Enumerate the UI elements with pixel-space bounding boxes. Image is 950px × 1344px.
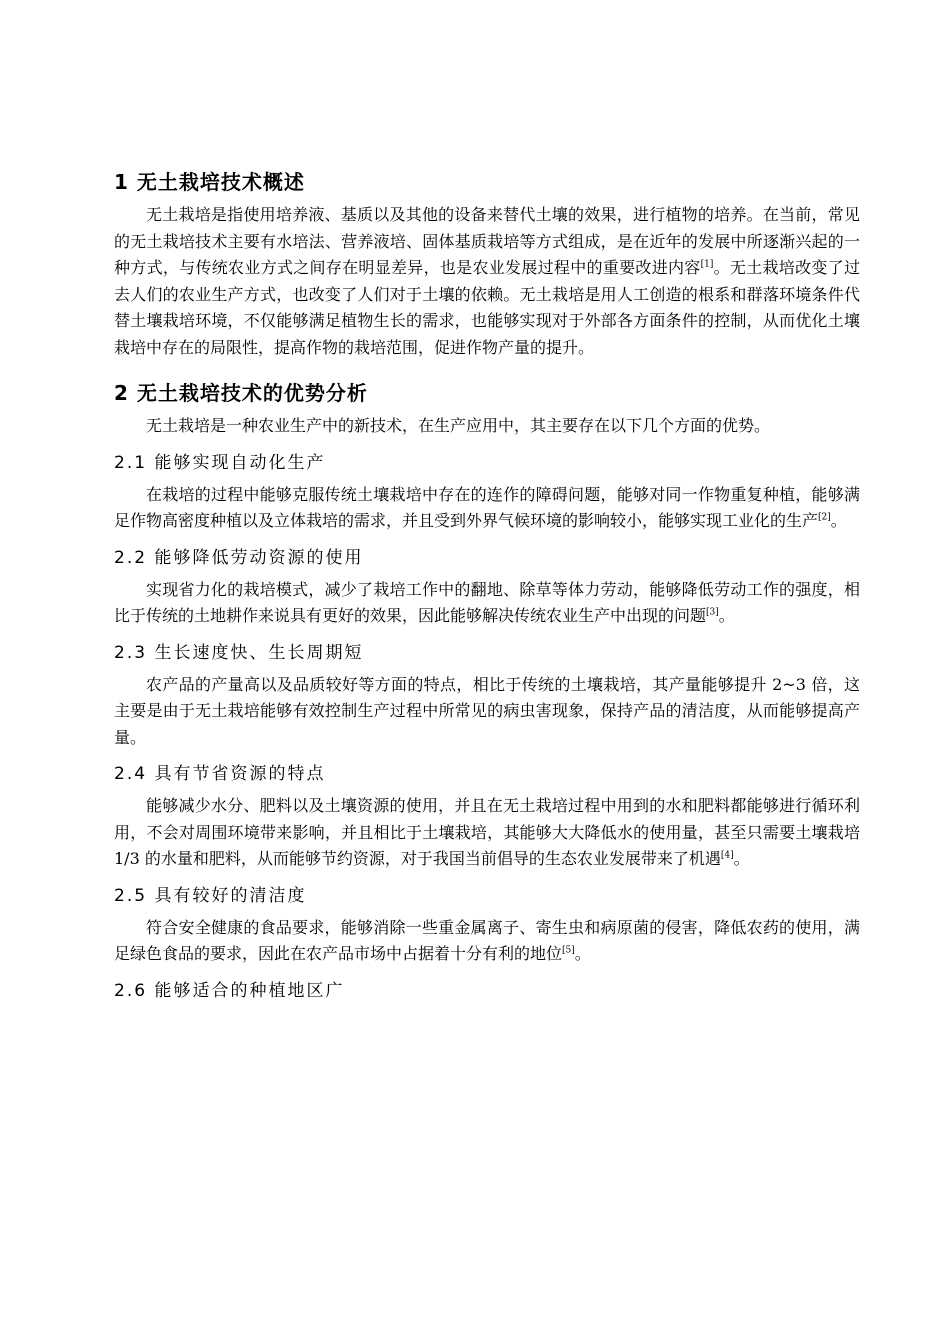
paragraph-text-cont: 。 (830, 511, 847, 530)
citation-2: [2] (818, 512, 831, 523)
subsection-2-1-heading: 2.1 能够实现自动化生产 (114, 452, 326, 473)
paragraph-text-cont: 。无土栽培改变了过去人们的农业生产方式，也改变了人们对于土壤的依赖。无土栽培是用人工创造的根系和群落环境条件代替土壤栽培环境，不仅能够满足植物生长的需求，也能够实现对于外部各方面条件的控制，从而优化土壤栽培中存在的局限性，提高作物的栽培范围，促进作物产量的提升。 (114, 258, 860, 357)
subsection-2-2-paragraph (114, 577, 860, 630)
subsection-2-1-paragraph (114, 482, 860, 535)
subsection-2-4-heading: 2.4 具有节省资源的特点 (114, 764, 326, 784)
subsection-2-4-paragraph (114, 793, 860, 873)
subsection-2-5-heading: 2.5 具有较好的清洁度 (114, 885, 307, 906)
paragraph-text: 实现省力化的栽培模式，减少了栽培工作中的翻地、除草等体力劳动，能够降低劳动工作的强度，相比于传统的土地耕作来说具有更好的效果，因此能够解决传统农业生产中出现的问题 (114, 579, 860, 625)
citation-4: [4] (720, 850, 734, 861)
subsection-2-2-heading: 2.2 能够降低劳动资源的使用 (114, 547, 364, 568)
subsection-2-3-heading: 2.3 生长速度快、生长周期短 (114, 642, 364, 663)
subsection-2-3-paragraph: 农产品的产量高以及品质较好等方面的特点，相比于传统的土壤栽培，其产量能够提升 2~3 倍，这主要是由于无土栽培能够有效控制生产过程中所常见的病虫害现象，保持产品的清洁度，从而能够提高产量。 (114, 674, 860, 747)
section-1-heading: 1 无土栽培技术概述 (114, 170, 305, 194)
document-body (114, 166, 860, 1006)
section-2-heading: 2 无土栽培技术的优势分析 (114, 381, 368, 405)
subsection-2-6-heading: 2.6 能够适合的种植地区广 (114, 980, 345, 1001)
citation-5: [5] (562, 945, 575, 956)
paragraph-text: 无土栽培是指使用培养液、基质以及其他的设备来替代土壤的效果，进行植物的培养。在当前，常见的无土栽培技术主要有水培法、营养液培、固体基质栽培等方式组成，是在近年的发展中所逐渐兴起的一种方式，与传统农业方式之间存在明显差异，也是农业发展过程中的重要改进内容 (114, 205, 860, 277)
section-2-paragraph: 无土栽培是一种农业生产中的新技术，在生产应用中，其主要存在以下几个方面的优势。 (146, 416, 771, 435)
paragraph-text: 能够减少水分、肥料以及土壤资源的使用，并且在无土栽培过程中用到的水和肥料都能够进行循环利用，不会对周围环境带来影响，并且相比于土壤栽培，其能够大大降低水的使用量，甚至只需要土壤栽培 1/3 的水量和肥料，从而能够节约资源，对于我国当前倡导的生态农业发展带来了机遇 (114, 796, 860, 868)
paragraph-text: 在栽培的过程中能够克服传统土壤栽培中存在的连作的障碍问题，能够对同一作物重复种植，能够满足作物高密度种植以及立体栽培的需求，并且受到外界气候环境的影响较小，能够实现工业化的生产 (114, 484, 860, 530)
paragraph-text: 符合安全健康的食品要求，能够消除一些重金属离子、寄生虫和病原菌的侵害，降低农药的使用，满足绿色食品的要求，因此在农产品市场中占据着十分有利的地位 (114, 917, 860, 963)
paragraph-text-cont: 。 (718, 606, 735, 625)
citation-1: [1] (700, 259, 714, 270)
paragraph-text-cont: 。 (733, 849, 750, 868)
paragraph-text-cont: 。 (574, 944, 591, 963)
subsection-2-5-paragraph (114, 915, 860, 968)
citation-3: [3] (706, 607, 719, 618)
section-1-paragraph (114, 202, 860, 361)
